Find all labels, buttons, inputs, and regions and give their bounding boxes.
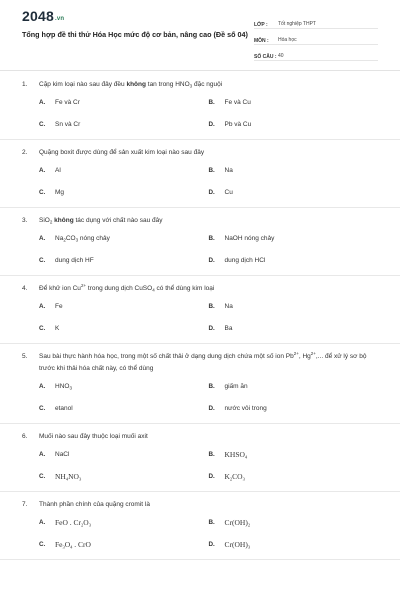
option-text	[225, 99, 251, 106]
option-letter: B.	[208, 166, 215, 174]
text-segment: Cặp kim loại nào sau đây đều	[39, 81, 127, 88]
option-text	[225, 121, 252, 128]
option-letter: A.	[39, 518, 46, 526]
superscript: 2+	[80, 283, 87, 288]
text-segment: dung dịch HCl	[224, 256, 266, 264]
option-text	[55, 325, 59, 332]
answer-option-a[interactable]	[39, 375, 209, 397]
option-text	[225, 383, 248, 390]
option-letter: C.	[39, 324, 46, 332]
subscript: 3	[75, 237, 79, 242]
logo-tld: .vn	[54, 16, 65, 22]
answer-option-a[interactable]	[39, 295, 209, 317]
option-text	[225, 450, 248, 459]
text-segment: Fe và Cu	[224, 98, 251, 106]
subscript: 4	[65, 476, 69, 481]
answer-option-a[interactable]	[39, 227, 209, 249]
question-number: 6.	[22, 433, 28, 440]
question-stem	[22, 276, 378, 295]
answer-option-d[interactable]	[209, 249, 379, 271]
question-number: 2.	[22, 149, 28, 156]
text-segment: Ba	[224, 324, 233, 332]
option-text	[55, 189, 64, 196]
text-segment: Sn và Cr	[55, 120, 81, 128]
question-stem	[22, 208, 378, 227]
option-text	[225, 540, 251, 549]
text-segment: dung dịch HF	[55, 256, 94, 264]
text-segment: FeO . Cr	[55, 517, 82, 527]
text-segment: , Hg	[298, 353, 311, 360]
option-letter: A.	[39, 302, 46, 310]
subscript: 3	[247, 544, 251, 549]
option-letter: C.	[39, 472, 46, 480]
option-letter: B.	[208, 234, 215, 242]
answer-option-c[interactable]	[39, 181, 209, 203]
text-segment: Mg	[55, 188, 65, 196]
question-stem	[22, 344, 378, 375]
superscript: 2+	[293, 351, 299, 356]
subscript: 4	[152, 287, 155, 293]
text-segment: Na	[55, 234, 64, 242]
answer-option-d[interactable]	[209, 317, 379, 339]
option-text	[225, 405, 267, 412]
text-segment: Sau bài thực hành hóa học, trong một số chất thải ở dạng dung dịch chứa một số ion Pb	[39, 353, 294, 360]
subscript: 3	[88, 522, 91, 527]
answer-option-a[interactable]	[39, 159, 209, 181]
option-text	[55, 540, 91, 549]
text-segment: Fe	[55, 302, 63, 310]
subscript: 4	[70, 544, 73, 549]
answer-option-a[interactable]	[39, 91, 209, 113]
meta-label: SỐ CÂU :	[254, 54, 277, 60]
text-segment: Cr(OH)	[224, 517, 248, 527]
option-letter: B.	[208, 98, 215, 106]
text-segment: NH	[55, 471, 66, 481]
answer-options	[22, 159, 378, 207]
meta-value: Tốt nghiệp THPT	[278, 21, 316, 27]
option-text	[55, 303, 63, 310]
option-letter: D.	[208, 188, 215, 196]
subscript: 2	[247, 522, 251, 527]
option-text	[55, 257, 94, 264]
question-item	[0, 424, 400, 492]
subscript: 2	[81, 522, 84, 527]
subscript: 3	[62, 544, 65, 549]
answer-option-b[interactable]	[209, 227, 379, 249]
text-segment: giấm ăn	[224, 382, 248, 390]
option-letter: C.	[39, 120, 46, 128]
question-stem	[22, 492, 378, 511]
subscript: 3	[189, 83, 193, 89]
subscript: 3	[69, 385, 72, 390]
option-text	[225, 472, 245, 481]
question-stem	[22, 72, 378, 91]
option-letter: D.	[208, 256, 215, 264]
question-text	[39, 283, 378, 295]
option-letter: D.	[208, 324, 215, 332]
option-letter: B.	[208, 382, 215, 390]
text-segment: tan trong HNO	[145, 81, 190, 88]
superscript: 2+	[310, 351, 316, 356]
answer-option-b[interactable]	[209, 91, 379, 113]
question-item	[0, 492, 400, 560]
option-text	[55, 518, 91, 527]
question-number: 5.	[22, 353, 28, 360]
question-list	[0, 72, 400, 560]
option-text	[55, 99, 80, 106]
text-segment: Cu	[224, 188, 233, 196]
text-segment: trong dung dịch CuSO	[86, 285, 153, 292]
subscript: 3	[242, 476, 245, 481]
answer-option-c[interactable]	[39, 465, 209, 487]
option-letter: A.	[39, 450, 46, 458]
answer-option-b[interactable]	[209, 511, 379, 533]
option-text	[55, 383, 72, 390]
answer-option-c[interactable]	[39, 533, 209, 555]
question-text	[39, 351, 378, 375]
meta-row-class	[254, 16, 378, 29]
text-segment: O	[83, 517, 89, 527]
meta-label: MÔN :	[254, 38, 269, 44]
question-item	[0, 276, 400, 344]
text-segment: Fe	[55, 539, 63, 549]
text-segment: NO	[68, 471, 79, 481]
document-header	[22, 8, 378, 68]
meta-value: Hóa học	[278, 37, 297, 43]
meta-row-subject	[254, 32, 378, 45]
option-letter: A.	[39, 234, 46, 242]
option-letter: A.	[39, 382, 46, 390]
subscript: 3	[78, 476, 82, 481]
text-segment: Thành phần chính của quặng cromit là	[39, 501, 150, 508]
text-segment: CO	[65, 234, 76, 242]
question-number: 3.	[22, 217, 28, 224]
text-segment: HNO	[55, 382, 70, 390]
option-text	[55, 121, 80, 128]
text-segment: K	[224, 471, 230, 481]
option-text	[55, 167, 61, 174]
answer-options	[22, 443, 378, 491]
text-segment: nóng chảy	[78, 234, 110, 242]
option-text	[55, 235, 110, 242]
answer-option-a[interactable]	[39, 443, 209, 465]
text-segment: Al	[55, 166, 61, 174]
text-segment: ,... để xử lý sơ bộ trước khi thải hóa chất này, có thể dùng	[39, 353, 367, 372]
text-segment: K	[55, 324, 60, 332]
option-letter: B.	[208, 302, 215, 310]
text-segment: đặc nguội	[192, 81, 223, 88]
answer-option-c[interactable]	[39, 397, 209, 419]
text-segment: Quặng boxit được dùng để sản xuất kim loại nào sau đây	[39, 149, 205, 156]
subscript: 2	[49, 219, 53, 225]
option-letter: C.	[39, 188, 46, 196]
answer-options	[22, 91, 378, 139]
question-item	[0, 344, 400, 424]
emphasis-text: không	[54, 217, 74, 224]
text-segment: Cr(OH)	[224, 539, 248, 549]
option-letter: A.	[39, 166, 46, 174]
text-segment: NaOH nóng chảy	[224, 234, 275, 242]
meta-row-count	[254, 48, 378, 61]
question-text	[39, 79, 378, 91]
question-item	[0, 72, 400, 140]
answer-options	[22, 227, 378, 275]
option-text	[225, 303, 233, 310]
option-text	[225, 325, 233, 332]
emphasis-text: không	[126, 81, 146, 88]
question-item	[0, 140, 400, 208]
text-segment: có thể dùng kim loại	[154, 285, 215, 292]
answer-option-d[interactable]	[209, 533, 379, 555]
question-text	[39, 215, 378, 227]
document-title: Tổng hợp đề thi thử Hóa Học mức độ cơ bản, nâng cao (Đề số 04)	[22, 30, 248, 39]
option-text	[225, 235, 275, 242]
option-text	[55, 405, 73, 412]
subscript: 2	[63, 237, 66, 242]
answer-option-c[interactable]	[39, 317, 209, 339]
answer-option-b[interactable]	[209, 295, 379, 317]
option-letter: C.	[39, 540, 46, 548]
option-text	[225, 257, 266, 264]
question-item	[0, 208, 400, 276]
option-letter: B.	[208, 450, 215, 458]
option-letter: D.	[208, 404, 215, 412]
text-segment: Na	[224, 302, 233, 310]
option-letter: C.	[39, 256, 46, 264]
text-segment: tác dụng với chất nào sau đây	[73, 217, 163, 224]
answer-option-d[interactable]	[209, 465, 379, 487]
option-letter: D.	[208, 540, 215, 548]
text-segment: SiO	[39, 217, 50, 224]
text-segment: . CrO	[72, 539, 91, 549]
answer-option-d[interactable]	[209, 397, 379, 419]
text-segment: Fe và Cr	[55, 98, 80, 106]
option-letter: D.	[208, 472, 215, 480]
text-segment: Na	[224, 166, 233, 174]
text-segment: O	[64, 539, 71, 549]
question-stem	[22, 424, 378, 443]
answer-option-c[interactable]	[39, 113, 209, 135]
answer-options	[22, 511, 378, 559]
subscript: 2	[229, 476, 233, 481]
answer-option-a[interactable]	[39, 511, 209, 533]
answer-options	[22, 295, 378, 343]
text-segment: CO	[232, 471, 243, 481]
answer-options	[22, 375, 378, 423]
option-text	[225, 189, 233, 196]
answer-option-b[interactable]	[209, 443, 379, 465]
question-number: 4.	[22, 285, 28, 292]
question-text	[39, 431, 378, 443]
text-segment: etanol	[55, 404, 73, 412]
header-divider	[0, 70, 400, 71]
document-meta	[254, 16, 378, 64]
option-letter: C.	[39, 404, 46, 412]
text-segment: nước vôi trong	[224, 404, 267, 412]
option-text	[225, 167, 233, 174]
question-number: 7.	[22, 501, 28, 508]
answer-option-d[interactable]	[209, 113, 379, 135]
meta-label: LỚP :	[254, 22, 268, 28]
question-stem	[22, 140, 378, 159]
answer-option-b[interactable]	[209, 159, 379, 181]
option-text	[55, 472, 81, 481]
text-segment: KHSO	[224, 449, 245, 459]
text-segment: NaCl	[55, 450, 70, 458]
option-text	[55, 451, 69, 458]
text-segment: Để khử ion Cu	[39, 285, 81, 292]
answer-option-d[interactable]	[209, 181, 379, 203]
answer-option-b[interactable]	[209, 375, 379, 397]
question-text	[39, 499, 378, 511]
logo-text: 2048	[22, 8, 54, 24]
option-letter: B.	[208, 518, 215, 526]
text-segment: Pb và Cu	[224, 120, 252, 128]
question-number: 1.	[22, 81, 28, 88]
option-text	[225, 518, 251, 527]
text-segment: Muối nào sau đây thuộc loại muối axit	[39, 433, 148, 440]
option-letter: A.	[39, 98, 46, 106]
option-letter: D.	[208, 120, 215, 128]
question-text	[39, 147, 378, 159]
subscript: 4	[244, 454, 248, 459]
answer-option-c[interactable]	[39, 249, 209, 271]
meta-value: 40	[278, 53, 284, 59]
